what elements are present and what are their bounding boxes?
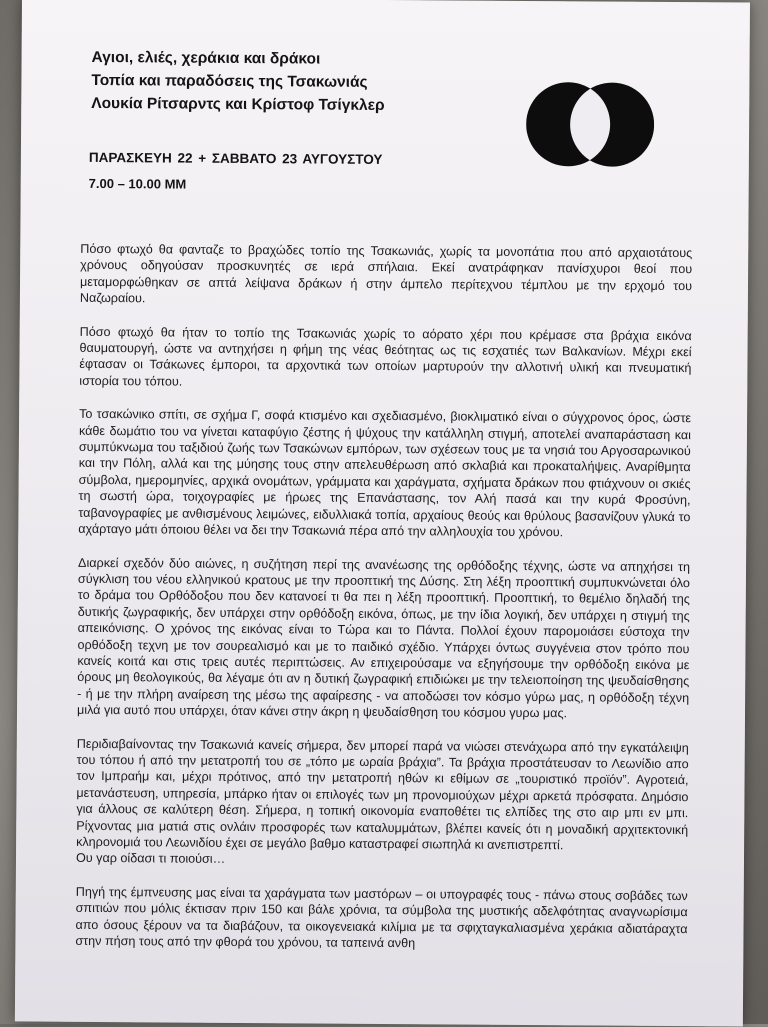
paragraph-1: Πόσο φτωχό θα φανταζε το βραχώδες τοπίο της Τσακωνιάς, χωρίς τα μονοπάτια που από αρχαιοτάτους χρόνους οδηγούσαν προσκυνητές σε ιερά σπήλαια. Εκεί ανατράφηκαν πανίσχυροι θεοί που μεταμορφώθηκαν σε απτά λείψανα δράκων ή στην άμπελο περίτεχνου τέμπλου με την ερχομό του Ναζωραίου. [79,241,693,306]
paragraph-6: Πηγή της έμπνευσης μας είναι τα χαράγματα των μαστόρων – οι υπογραφές τους - πάνω στους σοβάδες των σπιτιών που μόλις έκτισαν πριν 150 και βάλε χρόνια, τα σύμβολα της μυστικής αδελφότητας αναγνωρίσιμα απο όσους ξέρουν να τα διαβάζουν, τα οικογενειακά κιλίμια με τα σφιχταγκαλιασμένα χεράκια αδιατάραχτα στην πήση τους από την φθορά του χρόνου, τα ταπεινά ανθη [75,884,688,951]
event-title-line-3: Λουκία Ρίτσαρντς και Κρίστοφ Τσίγκλερ [91,94,385,114]
event-schedule [89,148,383,196]
paragraph-4: Διαρκεί σχεδόν δύο αιώνες, η συζήτηση περί της ανανέωσης της ορθόδοξης τέχνης, ώστε να απηχήσει τη σύγκλιση του νέου ελληνικού κρατους με την προοπτική της Δύσης. Στη λέξη προοπτική συμπυκνώνεται όλο το δράμα του Ορθόδοξου που δεν κατανοεί τι θα πει η λέξη προοπτική. Προοπτική, το θεμέλιο δηλαδή της δυτικής ζωγραφικής, δεν υπάρχει στην ορθόδοξη εικόνα, όπως, με την ίδια λογική, δεν υπάρχει η στιγμή της απεικόνισης. Ο χρόνος της εικόνας είναι το Τώρα και το Πάντα. Πολλοί έχουν παρομοιάσει εύστοχα την ορθόδοξη τεχνη με τον σουρεαλισμό και με το παιδικό σχέδιο. Υπάρχει όντως συγγένεια στον τρόπο που κανείς κοιτά και στις τρεις αυτές περιπτώσεις. Αν επιχειρούσαμε να εξηγήσουμε την ορθόδοξη εικόνα με όρους μη θεολογικούς, θα λέγαμε ότι αν η δυτική ζωγραφική επιδιώκει με την τελειοποίηση της ψευδαίσθησης - ή με την πλήρη αναίρεση της μέσω της αφαίρεσης - να αποδώσει τον κόσμο γύρω μας, η ορθόδοξη τέχνη μιλά για αυτό που υπάρχει, όταν κάνει στην άκρη η ψευδαίσθηση του κόσμου γυρω μας. [76,555,691,721]
paragraph-2: Πόσο φτωχό θα ήταν το τοπίο της Τσακωνιάς χωρίς το αόρατο χέρι που κρέμασε στα βράχια εικόνα θαυματουργή, ώστε να αντηχήσει η φήμη της νέας θεότητας ως τις εσχατιές των Βαλκανίων. Μέχρι εκεί έφτασαν οι Τσάκωνες έμποροι, τα αρχοντικά των οποίων μαρτυρούν την αλλοτινή υλική και πνευματική ιστορία του τόπου. [79,324,692,389]
event-dates: ΠΑΡΑΣΚΕΥΗ 22 + ΣΑΒΒΑΤΟ 23 ΑΥΓΟΥΣΤΟΥ [88,149,383,167]
flyer-sheet [15,0,750,1027]
event-title-block [91,46,471,118]
two-overlapping-circles-logo-icon [526,79,655,170]
paragraph-3: Το τσακώνικο σπίτι, σε σχήμα Γ, σοφά κτισμένο και σχεδιασμένο, βιοκλιματικό είναι ο σύγχρονος όρος, ώστε κάθε δωμάτιο του να γίνεται καταφύγιο ζέστης ή ψύχους την κατάλληλη στιγμή, αποτελεί αναπαράσταση και συμπύκνωμα του ταξιδιού ζωής των Τσακώνων εμπόρων, των σχέσεων τους με τα νησιά του Αργοσαρωνικού και την Πόλη, αλλά και της μύησης τους στην απελευθέρωση από σκλαβιά και προκαταλήψεις. Αναρίθμητα σύμβολα, ημερομηνίες, αρχικά ονομάτων, γράμματα και χαράγματα, σχήματα δράκων που φτιάχνουν οι σκιές τη σωστή ώρα, τοιχογραφίες με ήρωες της Επανάστασης, τον Αλή πασά και την κυρά Φροσύνη, ταβανογραφίες με ανθισμένους λειμώνες, ειδυλλιακά τοπία, αρχαίους θεούς και θρύλους βασανίζουν γλυκά το αχάρταγο μάτι όποιου θέλει να δει την Τσακωνιά πέρα από την αλληλουχία του χρόνου. [78,407,692,540]
event-time: 7.00 – 10.00 ΜΜ [88,175,187,192]
paragraph-5: Περιδιαβαίνοντας την Τσακωνιά κανείς σήμερα, δεν μπορεί παρά να νιώσει στενάχωρα από την εγκατάλειψη του τόπου ή από την μετατροπή του σε „τόπο με ωραία βράχια”. Τα βράχια προστάτευσαν το Λεωνίδιο απο τον Ιμπραήμ και, μέχρι πρότινος, από την μετατροπή ηθών κι εθίμων σε „τουριστικό προϊόν”. Αγροτειά, μετανάστευση, υπηρεσία, μπάρκο ήταν οι επιλογές των μη προνομιούχων μέχρι αρκετά πρόσφατα. Δημόσιο για άλλους σε καλύτερη θέση. Σήμερα, η τοπική οικονομία εναποθέτει τις ελπίδες της στο αιρ μπι εν μπι. Ρίχνοντας μια ματιά στις ονλάιν προσφορές των καταλυμμάτων, βλέπει κανείς ότι η μοναδική αρχιτεκτονική κληρονομιά του Λεωνιδίου έχει σε μεγάλο βαθμο καταστραφεί σιωπηλά κι ανεπιστρεπτί. Ου γαρ οίδασι τι ποιούσι… [75,736,689,867]
article-body [75,241,692,971]
event-title-line-2: Τοπία και παραδόσεις της Τσακωνιάς [91,71,368,91]
event-title-line-1: Αγιοι, ελιές, χεράκια και δράκοι [91,48,321,68]
